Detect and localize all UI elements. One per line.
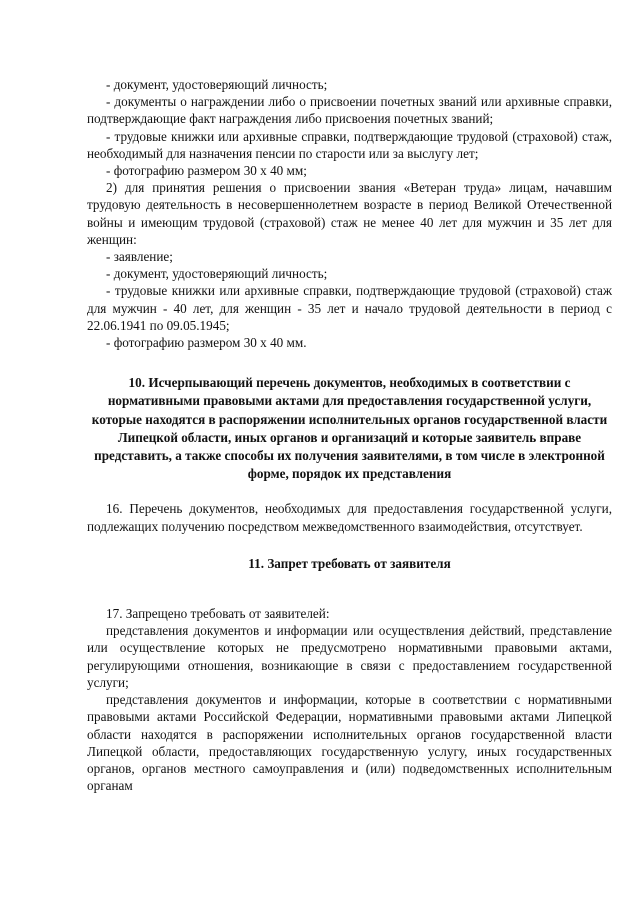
paragraph-item-2: 2) для принятия решения о присвоении звания «Ветеран труда» лицам, начавшим трудовую деятельность в несовершеннолетнем возрасте в период Великой Отечественной войны и имеющим трудовой (страховой) стаж не менее 40 лет для мужчин и 35 лет для женщин: — [87, 180, 612, 247]
document-page — [87, 76, 612, 794]
spacer — [87, 483, 612, 500]
paragraph-photo: - фотографию размером 30 х 40 мм; — [106, 163, 307, 179]
spacer — [87, 351, 612, 374]
paragraph-id-document-2: - документ, удостоверяющий личность; — [106, 266, 328, 282]
paragraph-17: 17. Запрещено требовать от заявителей: — [106, 606, 330, 622]
section-10-heading: 10. Исчерпывающий перечень документов, необходимых в соответствии с нормативными правовыми актами для предоставления государственной услуги, которые находятся в распоряжении исполнительных органов государственной власти Липецкой области, иных органов и организаций и которые заявитель вправе представить, а также способы их получения заявителями, в том числе в электронной форме, порядок их представления — [91, 375, 608, 482]
paragraph-application: - заявление; — [106, 249, 173, 265]
spacer — [87, 573, 612, 605]
section-11-heading: 11. Запрет требовать от заявителя — [248, 555, 451, 571]
paragraph-photo-2: - фотографию размером 30 х 40 мм. — [106, 335, 307, 351]
paragraph-employment-records-2: - трудовые книжки или архивные справки, подтверждающие трудовой (страховой) стаж для мужчин - 40 лет, для женщин - 35 лет и начало трудовой деятельности в период с 22.06.1941 по 09.05.1945; — [87, 283, 612, 333]
paragraph-employment-records: - трудовые книжки или архивные справки, подтверждающие трудовой (страховой) стаж, необходимый для назначения пенсии по старости или за выслугу лет; — [87, 128, 612, 161]
paragraph-17-b: представления документов и информации, которые в соответствии с нормативными правовыми актами Российской Федерации, нормативными правовыми актами Липецкой области находятся в распоряжении исполнительных органов государственной власти Липецкой области, предоставляющих государственную услугу, иных государственных органов, органов местного самоуправления и (или) подведомственных исполнительным органам — [87, 692, 612, 794]
paragraph-16: 16. Перечень документов, необходимых для предоставления государственной услуги, подлежащих получению посредством межведомственного взаимодействия, отсутствует. — [87, 501, 612, 534]
paragraph-award-documents: - документы о награждении либо о присвоении почетных званий или архивные справки, подтверждающие факт награждения либо присвоения почетных званий; — [87, 94, 612, 127]
paragraph-17-a: представления документов и информации или осуществления действий, представление или осуществление которых не предусмотрено нормативными правовыми актами, регулирующими отношения, возникающие в связи с предоставлением государственной услуги; — [87, 623, 612, 690]
spacer — [87, 535, 612, 555]
paragraph-id-document: - документ, удостоверяющий личность; — [106, 77, 328, 92]
